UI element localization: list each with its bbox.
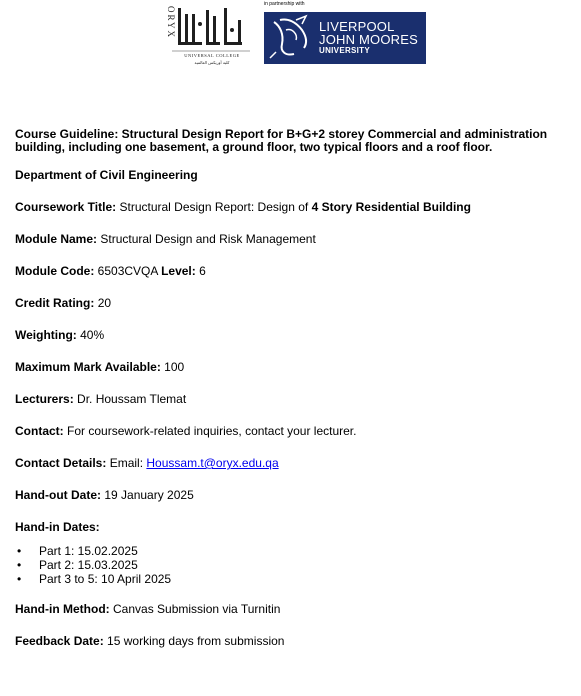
ljmu-line-university: UNIVERSITY	[319, 46, 371, 55]
ljmu-partner-text: in partnership with	[264, 1, 305, 7]
list-item	[15, 558, 567, 572]
max-mark-value: 100	[164, 360, 185, 374]
weighting-label: Weighting:	[15, 328, 77, 342]
oryx-vertical-text: ORYX	[166, 6, 176, 40]
bullet-icon: •	[17, 558, 22, 572]
hand-in-dates-row	[15, 520, 567, 534]
module-name-label: Module Name:	[15, 232, 98, 246]
lecturers-row	[15, 392, 567, 406]
level-value: 6	[199, 264, 206, 278]
hand-out-label: Hand-out Date:	[15, 488, 101, 502]
hand-in-dates-list	[15, 544, 567, 586]
ljmu-logo	[264, 12, 426, 64]
hand-out-row	[15, 488, 567, 502]
oryx-arabic-subtitle: كلية أوريكس العالمية	[194, 60, 230, 65]
ljmu-line-liverpool: LIVERPOOL	[319, 19, 395, 34]
email-link[interactable]: Houssam.t@oryx.edu.qa	[146, 456, 279, 470]
oryx-college-logo	[162, 2, 254, 66]
hand-in-method-row	[15, 602, 567, 616]
department-row	[15, 168, 567, 182]
ljmu-line-john-moores: JOHN MOORES	[319, 32, 418, 47]
coursework-title-bold: 4 Story Residential Building	[311, 200, 471, 214]
max-mark-label: Maximum Mark Available:	[15, 360, 161, 374]
contact-label: Contact:	[15, 424, 64, 438]
weighting-value: 40%	[80, 328, 105, 342]
bullet-icon: •	[17, 572, 22, 586]
lecturers-label: Lecturers:	[15, 392, 74, 406]
ljmu-wordmark	[319, 20, 418, 55]
module-name-value: Structural Design and Risk Management	[100, 232, 316, 246]
max-mark-row	[15, 360, 567, 374]
hand-in-item-text: Part 2: 15.03.2025	[39, 558, 138, 572]
contact-details-row	[15, 456, 567, 470]
hand-in-method-value: Canvas Submission via Turnitin	[113, 602, 281, 616]
list-item	[15, 572, 567, 586]
feedback-date-label: Feedback Date:	[15, 634, 104, 648]
contact-row	[15, 424, 567, 438]
oryx-college-name: UNIVERSAL COLLEGE	[184, 53, 240, 58]
hand-in-dates-label: Hand-in Dates:	[15, 520, 100, 534]
list-item	[15, 544, 567, 558]
department-label: Department of Civil Engineering	[15, 168, 198, 182]
hand-in-method-label: Hand-in Method:	[15, 602, 110, 616]
liver-bird-icon	[266, 12, 316, 64]
feedback-date-row	[15, 634, 567, 648]
module-code-label: Module Code:	[15, 264, 95, 278]
hand-in-item-text: Part 3 to 5: 10 April 2025	[39, 572, 172, 586]
lecturers-value: Dr. Houssam Tlemat	[77, 392, 187, 406]
coursework-title-value: Structural Design Report: Design of	[119, 200, 309, 214]
credit-rating-row	[15, 296, 567, 310]
feedback-date-value: 15 working days from submission	[107, 634, 285, 648]
contact-value: For coursework-related inquiries, contact your lecturer.	[67, 424, 357, 438]
module-code-row	[15, 264, 567, 278]
header-logos	[0, 0, 581, 70]
contact-details-label: Contact Details:	[15, 456, 107, 470]
email-prefix: Email:	[109, 456, 144, 470]
module-code-value: 6503CVQA	[97, 264, 158, 278]
bullet-icon: •	[17, 544, 22, 558]
credit-rating-value: 20	[97, 296, 112, 310]
course-guideline: Course Guideline: Structural Design Report for B+G+2 storey Commercial and administration building, including one basement, a ground floor, two typical floors and a roof floor.	[15, 127, 548, 154]
level-label: Level:	[161, 264, 196, 278]
hand-in-item-text: Part 1: 15.02.2025	[39, 544, 138, 558]
credit-rating-label: Credit Rating:	[15, 296, 95, 310]
hand-out-value: 19 January 2025	[104, 488, 194, 502]
document-content	[15, 128, 567, 666]
weighting-row	[15, 328, 567, 342]
coursework-title-label: Coursework Title:	[15, 200, 117, 214]
coursework-title-row	[15, 200, 567, 214]
module-name-row	[15, 232, 567, 246]
